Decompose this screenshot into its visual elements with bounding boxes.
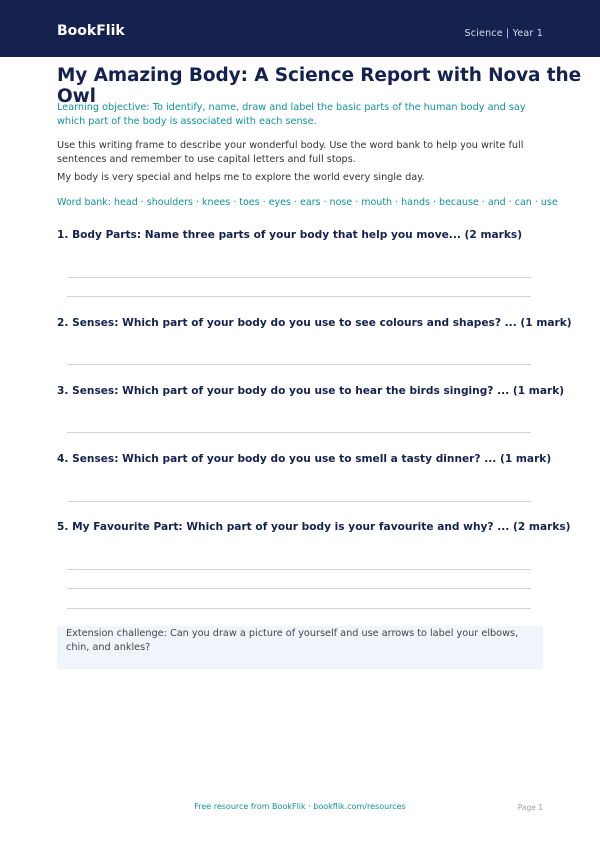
question-2: 2. Senses: Which part of your body do you use to see colours and shapes? ... (1 mark) <box>57 317 572 329</box>
footer-credit[interactable]: Free resource from BookFlik · bookflik.com/resources <box>194 802 406 811</box>
answer-line[interactable] <box>67 364 531 365</box>
subject-year: Science | Year 1 <box>464 28 543 39</box>
answer-line[interactable] <box>67 588 531 589</box>
extension-panel <box>57 626 543 669</box>
intro-sentence: My body is very special and helps me to explore the world every single day. <box>57 172 425 183</box>
answer-line[interactable] <box>67 608 531 609</box>
question-3: 3. Senses: Which part of your body do you use to hear the birds singing? ... (1 mark) <box>57 385 565 397</box>
word-bank: Word bank: head · shoulders · knees · toes · eyes · ears · nose · mouth · hands · because · and · can · use <box>57 197 558 208</box>
answer-line[interactable] <box>67 277 531 278</box>
instructions: Use this writing frame to describe your wonderful body. Use the word bank to help you write full sentences and remember to use capital letters and full stops. <box>57 140 524 165</box>
answer-line[interactable] <box>67 296 531 297</box>
brand-logo: BookFlik <box>57 23 125 39</box>
page-title: My Amazing Body: A Science Report with Nova the Owl <box>57 65 582 107</box>
page-number: Page 1 <box>517 803 543 812</box>
learning-objective: Learning objective: To identify, name, draw and label the basic parts of the human body and say which part of the body is associated with each sense. <box>57 102 526 127</box>
extension-challenge: Extension challenge: Can you draw a picture of yourself and use arrows to label your elbows, chin, and ankles? <box>66 628 519 653</box>
answer-line[interactable] <box>67 569 531 570</box>
answer-line[interactable] <box>67 432 531 433</box>
question-4: 4. Senses: Which part of your body do you use to smell a tasty dinner? ... (1 mark) <box>57 453 552 465</box>
header-bar <box>0 0 600 57</box>
question-5: 5. My Favourite Part: Which part of your body is your favourite and why? ... (2 marks) <box>57 521 571 533</box>
question-1: 1. Body Parts: Name three parts of your body that help you move... (2 marks) <box>57 229 523 241</box>
answer-line[interactable] <box>67 501 531 502</box>
